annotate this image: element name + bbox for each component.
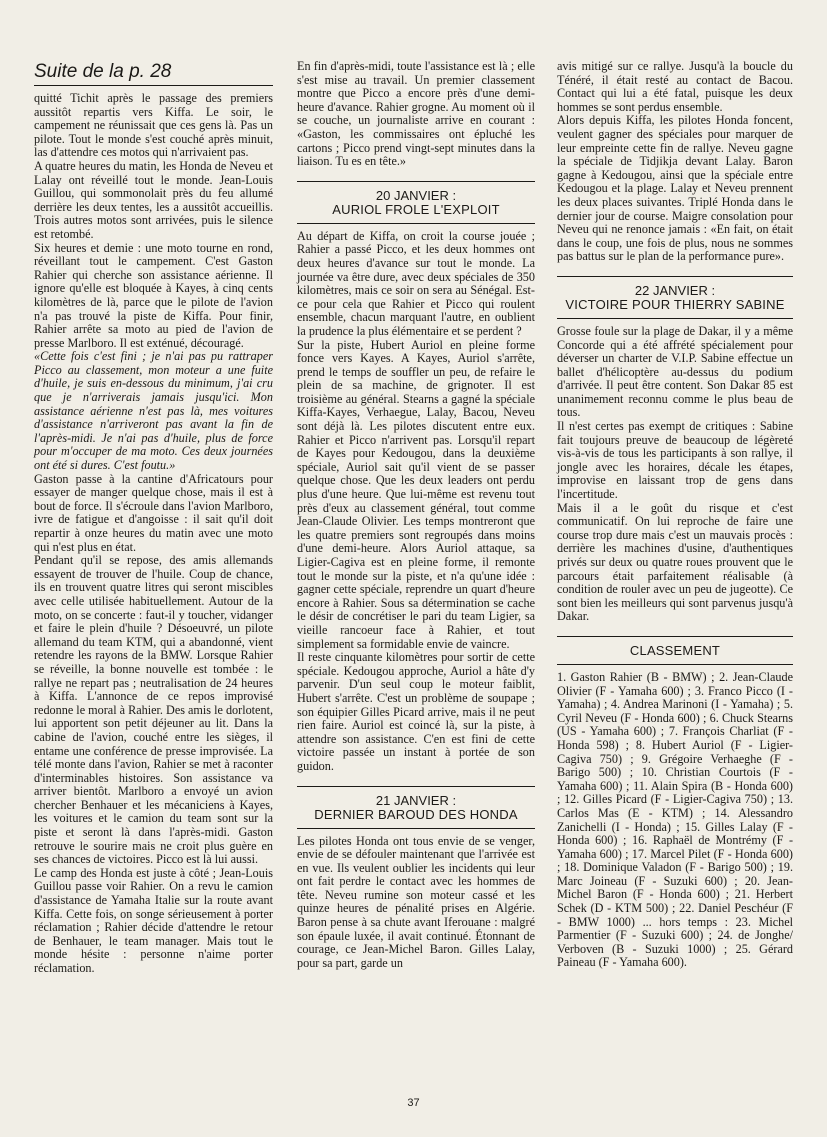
section-heading-22-janvier	[557, 276, 793, 319]
section-date: 21 JANVIER :	[375, 792, 457, 808]
column-3	[557, 60, 793, 970]
section-heading-20-janvier	[297, 181, 535, 224]
section-title: VICTOIRE POUR THIERRY SABINE	[565, 296, 785, 312]
paragraph: avis mitigé sur ce rallye. Jusqu'à la boucle du Ténéré, il était resté au contact de Bacou. Contact qui lui a été fatal, puisque les deux hommes se sont perdus ensemble.	[557, 59, 793, 114]
column-2	[297, 60, 535, 970]
page-number: 37	[407, 1097, 420, 1109]
section-heading-classement	[557, 636, 793, 665]
paragraph: Mais il a le goût du risque et c'est communicatif. On lui reproche de faire une course trop dure mais c'est un mauvais procès : derrière les machines d'usine, d'authentiques privés sur deux ou quatre roues prouvent que le parcours était parfaitement réalisable (à condition de rouler avec un peu de jugeotte). Ce sont bien les meilleurs qui sont parvenus jusqu'à Dakar.	[557, 500, 793, 624]
paragraph: Les pilotes Honda ont tous envie de se venger, envie de se défouler maintenant que l'arrivée est en vue. Ils veulent oublier les incidents qui leur ont fait perdre le contact avec les hommes de tête. Neveu rumine son moteur cassé et les quinze heures de pénalité prises en Algérie. Baron pense à sa chute avant Iferouane : malgré son épaule luxée, il avait continué. Étonnant de courage, ce Jean-Michel Baron. Gilles Lalay, pour sa part, garde un	[297, 833, 535, 970]
paragraph: Grosse foule sur la plage de Dakar, il y a même Concorde qui a été affrété spécialement pour déverser un charter de V.I.P. Sabine effectue un ballet d'hélicoptère au-dessus du podium d'arrivée. Il peut être content. Son Dakar 85 est unanimement reconnu comme le plus beau de tous.	[557, 323, 793, 420]
quote-paragraph: «Cette fois c'est fini ; je n'ai pas pu rattraper Picco au classement, mon moteur a une fuite d'huile, je suis en-dessous du minimum, j'ai cru que je n'arriverais jamais jusqu'ici. Mon assistance aérienne n'est pas là, mes voitures d'assistance n'arriveront pas avant la fin de l'après-midi. Je n'ai pas d'huile, plus de force pour m'occuper de ma moto. Ces deux journées ont été si dures. C'est foutu.»	[34, 349, 273, 473]
paragraph: A quatre heures du matin, les Honda de Neveu et Lalay ont réveillé tout le monde. Jean-Louis Guillou, qui sommonolait près du feu allumé derrière les deux tentes, les a aussitôt accueillis. Trois autres motos sont arrivées, puis le silence est retombé.	[34, 158, 273, 241]
paragraph: Sur la piste, Hubert Auriol en pleine forme fonce vers Kayes. A Kayes, Auriol s'arrête, prend le temps de souffler un peu, de refaire le plein de sa machine, de grignoter. Il est troisième au général. Stearns a gagné la spéciale Kiffa-Kayes, Verhaegue, Lalay, Bacou, Neveu sont déjà là. Les pilotes discutent entre eux. Rahier et Picco n'arrivent pas. Lorsqu'il repart de Kayes pour Kedougou, dans la deuxième spéciale, Auriol sait qu'il vient de se passer quelque chose. Que les deux leaders ont perdu plus d'une heure. Que lui-même est revenu tout près d'eux au classement général, tout comme Jean-Claude Olivier. Les temps montreront que les quatre premiers sont regroupés dans moins d'une demi-heure. Alors Auriol attaque, sa Ligier-Cagiva est en pleine forme, il remonte tout le monde sur la piste, et n'a qu'une idée : gagner cette spéciale, reprendre un quart d'heure encore à Rahier. Sous sa détermination se cache le désir de concrétiser le pari du team Ligier, sa vieille rancoeur face à Rahier, et tout simplement sa formidable envie de vaincre.	[297, 337, 535, 651]
section-title: DERNIER BAROUD DES HONDA	[314, 806, 518, 822]
paragraph: Pendant qu'il se repose, des amis allemands essayent de trouver de l'huile. Coup de chance, ils en trouvent quatre litres qui seront miscibles avec celle utilisée habituellement. Autour de la moto, on se concerte : faut-il y toucher, vidanger et faire le plein d'huile ? Désoeuvré, un pilote allemand du team KTM, qui a abandonné, vient retendre les rayons de la BMW. Lorsque Rahier se réveille, la bonne nouvelle est tombée : le rallye ne repart pas ; neutralisation de 24 heures à Kiffa. L'annonce de ce repos improvisé redonne le moral à Rahier. Des amis le dorlotent, lui apportent son petit déjeuner au lit. Dans la cabine de l'avion, couché entre les sièges, il entame une conférence de presse improvisée. La télé monte dans l'avion, Rahier se met à raconter d'interminables histoires. Son assistance va arriver bientôt. Marlboro a envoyé un avion chercher Benhauer et les mécaniciens à Kayes, les voitures et le camion du team sont sur la piste et seront là dans l'après-midi. Gaston retrouve le sourire mais ne croit plus guère en ses chances de victoires. Picco est là lui aussi.	[34, 553, 273, 867]
paragraph: Gaston passe à la cantine d'Africatours pour essayer de manger quelque chose, mais il est à bout de force. Il s'écroule dans l'avion Marlboro, ivre de fatigue et d'angoisse : il sait qu'il doit repartir à onze heures du matin avec une moto qui n'est plus en état.	[34, 471, 273, 554]
results-list: 1. Gaston Rahier (B - BMW) ; 2. Jean-Claude Olivier (F - Yamaha 600) ; 3. Franco Picco (I - Yamaha) ; 4. Andrea Marinoni (I - Yamaha) ; 5. Cyril Neveu (F - Honda 600) ; 6. Chuck Stearns (US - Yamaha 600) ; 7. François Charliat (F - Honda 598) ; 8. Hubert Auriol (F - Ligier-Cagiva 750) ; 9. Grégoire Verhaeghe (F - Barigo 500) ; 10. Christian Courtois (F - Yamaha 600) ; 11. Alain Spira (B - Honda 600) ; 12. Gilles Picard (F - Ligier-Cagiva 750) ; 13. Carlos Mas (E - KTM) ; 14. Alessandro Zanichelli (I - Honda) ; 15. Gilles Lalay (F - Honda 600) ; 16. Raphaël de Montrémy (F - Yamaha 600) ; 17. Marcel Pilet (F - Honda 600) ; 18. Dominique Valadon (F - Barigo 500) ; 19. Marc Joineau (F - Suzuki 600) ; 20. Jean-Michel Baron (F - Honda 600) ; 21. Herbert Schek (D - KTM 500) ; 22. Daniel Peschéur (F - BMW 1000) ... hors temps : 23. Michel Parmentier (F - Suzuki 600) ; 24. de Jonghe/ Verboven (B - Suzuki 1000) ; 25. Gérard Paineau (F - Yamaha 600).	[557, 669, 793, 970]
column-1	[34, 62, 273, 976]
paragraph: Il reste cinquante kilomètres pour sortir de cette spéciale. Kedougou approche, Auriol a hâte d'y parvenir. D'un seul coup le moteur faiblit, Hubert s'arrête. C'est un problème de soupape ; son équipier Gilles Picard arrive, mais il ne peut rien faire. Auriol est coincé là, sur la piste, à attendre son assistance. C'en est fini de cette victoire passée un instant à portée de son guidon.	[297, 650, 535, 773]
section-title: CLASSEMENT	[629, 642, 721, 658]
section-title: AURIOL FROLE L'EXPLOIT	[332, 201, 500, 217]
paragraph: Six heures et demie : une moto tourne en rond, réveillant tout le campement. C'est Gaston Rahier qui cherche son assistance aérienne. Il ignore qu'elle est bloquée à Kayes, à cinq cents kilomètres de là, parce que le pilote de l'avion n'a pas trouvé la piste de Kiffa. Pour finir, Rahier arrête sa moto au pied de l'avion de presse Marlboro. Il est exténué, découragé.	[34, 240, 273, 350]
paragraph: Au départ de Kiffa, on croit la course jouée ; Rahier a passé Picco, et les deux hommes ont deux heures d'avance sur tout le monde. La journée va être dure, avec deux spéciales de 350 kilomètres, mais ce soir on sera au Sénégal. Est-ce pour cela que Rahier et Picco qui roulent ensemble, chacun marquant l'autre, en oublient la prudence la plus élémentaire et se perdent ?	[297, 228, 535, 338]
paragraph: Alors depuis Kiffa, les pilotes Honda foncent, veulent gagner des spéciales pour marquer de leur empreinte cette fin de rallye. Neveu gagne la spéciale de Tidjikja devant Lalay. Baron gagne à Kedougou, ainsi que la spéciale entre Kedougou et la plage. Lalay et Neveu prennent les deux places suivantes. Triplé Honda dans le dernier jour de course. Maigre consolation pour Neveu qui ne renonce jamais : «En fait, on était dans le coup, une fois de plus, nous ne sommes pas battus sur le plan de la performance pure».	[557, 113, 793, 264]
paragraph: quitté Tichit après le passage des premiers aussitôt repartis vers Kiffa. Le soir, le campement ne réunissait que ces gens là. Pas un pilote. Tout le monde s'est couché après minuit, las d'attendre ces motos qui n'arrivaient pas.	[34, 91, 273, 160]
paragraph: Il n'est certes pas exempt de critiques : Sabine fait toujours preuve de beaucoup de légèreté vis-à-vis de tous les participants à son rallye, il jongle avec les horaires, décale les étapes, improvise en laissant trop de gens dans l'incertitude.	[557, 419, 793, 502]
section-date: 20 JANVIER :	[375, 187, 457, 203]
paragraph: En fin d'après-midi, toute l'assistance est là ; elle s'est mise au travail. Un premier classement montre que Picco a encore près d'une demi-heure d'avance. Rahier grogne. Au moment où il se couche, un journaliste arrive en courant : «Gaston, les commissaires ont épluché les cartons ; Picco prend vingt-sept minutes dans la liaison. Tu es en tête.»	[297, 59, 535, 169]
section-date: 22 JANVIER :	[634, 282, 716, 298]
paragraph: Le camp des Honda est juste à côté ; Jean-Louis Guillou passe voir Rahier. On a revu le camion d'assistance de Yamaha Italie sur la route avant Kiffa. Cette fois, on songe sérieusement à porter réclamation ; Rahier décide d'attendre le retour de Benhauer, le team manager. Mais tout le monde hésite : personne n'aime porter réclamation.	[34, 865, 273, 975]
continued-from-header: Suite de la p. 28	[34, 62, 273, 86]
section-heading-21-janvier	[297, 786, 535, 829]
